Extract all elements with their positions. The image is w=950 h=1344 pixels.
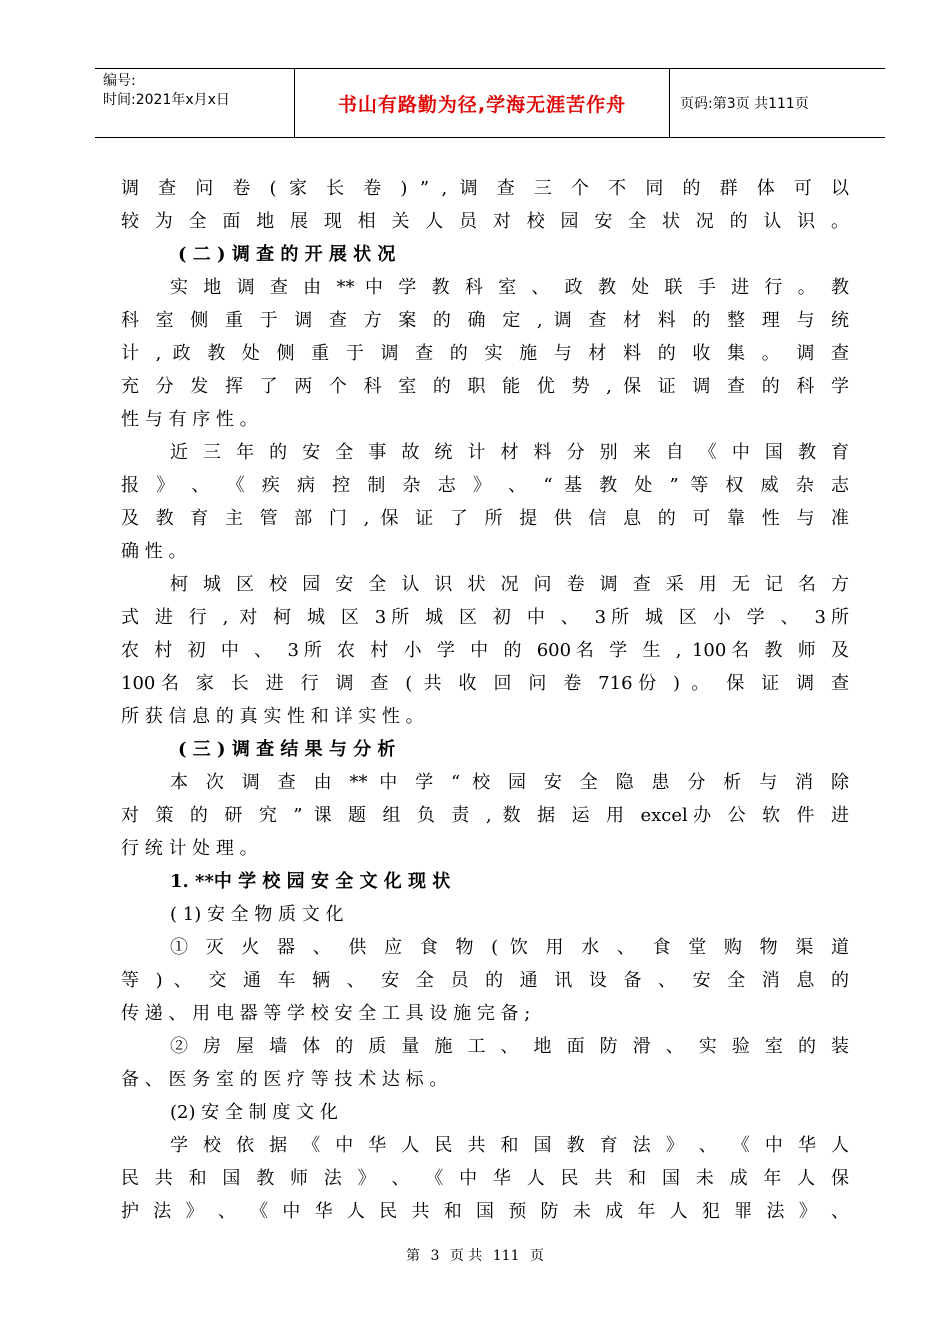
body-line: 及 教 育 主 管 部 门 , 保 证 了 所 提 供 信 息 的 可 靠 性 与 准 bbox=[121, 508, 849, 529]
body-line: 报 》 、 《 疾 病 控 制 杂 志 》 、 “ 基 教 处 ” 等 权 威 杂 志 bbox=[121, 475, 849, 496]
body-line: 备 、 医 务 室 的 医 疗 等 技 术 达 标 。 bbox=[121, 1069, 448, 1090]
body-line: 行 统 计 处 理 。 bbox=[121, 838, 258, 859]
body-line: 充 分 发 挥 了 两 个 科 室 的 职 能 优 势 , 保 证 调 查 的 科 学 bbox=[121, 376, 849, 397]
footer-total-pages: 111 bbox=[492, 1248, 520, 1264]
footer-page-number: 3 bbox=[430, 1248, 440, 1264]
body-line: 式 进 行 , 对 柯 城 区 3所 城 区 初 中 、 3所 城 区 小 学 、 3所 bbox=[121, 607, 849, 628]
body-line: 计 , 政 教 处 侧 重 于 调 查 的 实 施 与 材 料 的 收 集 。 调 查 bbox=[121, 343, 849, 364]
page-footer bbox=[0, 1245, 950, 1265]
body-line: 民 共 和 国 教 师 法 》 、 《 中 华 人 民 共 和 国 未 成 年 人 保 bbox=[121, 1168, 849, 1189]
body-line: 本 次 调 查 由 ** 中 学 “ 校 园 安 全 隐 患 分 析 与 消 除 bbox=[170, 772, 849, 793]
body-line: 近 三 年 的 安 全 事 故 统 计 材 料 分 别 来 自 《 中 国 教 育 bbox=[170, 442, 849, 463]
header-meta bbox=[95, 69, 295, 137]
subsection-heading: (2) 安 全 制 度 文 化 bbox=[170, 1102, 338, 1123]
body-line: ② 房 屋 墙 体 的 质 量 施 工 、 地 面 防 滑 、 实 验 室 的 装 bbox=[170, 1036, 849, 1057]
header-page-info: 页码:第3页 共111页 bbox=[680, 96, 809, 112]
body-line: 确 性 。 bbox=[121, 541, 187, 562]
body-line: 科 室 侧 重 于 调 查 方 案 的 确 定 , 调 查 材 料 的 整 理 与 统 bbox=[121, 310, 849, 331]
body-line: 对 策 的 研 究 ” 课 题 组 负 责 , 数 据 运 用 excel办 公 软 件 进 bbox=[121, 805, 849, 826]
subsection-heading: ( 1) 安 全 物 质 文 化 bbox=[170, 904, 344, 925]
document-body bbox=[121, 172, 849, 1228]
time-label: 时间:2021年x月x日 bbox=[103, 92, 230, 108]
footer-suffix: 页 bbox=[529, 1248, 544, 1264]
body-line: 100名 家 长 进 行 调 查 ( 共 收 回 问 卷 716份 ) 。 保 证 调 查 bbox=[121, 673, 849, 694]
body-line: 所 获 信 息 的 真 实 性 和 详 实 性 。 bbox=[121, 706, 424, 727]
body-line: 护 法 》 、 《 中 华 人 民 共 和 国 预 防 未 成 年 人 犯 罪 法 》 、 bbox=[121, 1201, 849, 1222]
header-motto: 书山有路勤为径,学海无涯苦作舟 bbox=[295, 69, 670, 137]
body-line: 柯 城 区 校 园 安 全 认 识 状 况 问 卷 调 查 采 用 无 记 名 方 bbox=[170, 574, 849, 595]
body-line: 学 校 依 据 《 中 华 人 民 共 和 国 教 育 法 》 、 《 中 华 人 bbox=[170, 1135, 849, 1156]
body-line: 较 为 全 面 地 展 现 相 关 人 员 对 校 园 安 全 状 况 的 认 识 。 bbox=[121, 211, 849, 232]
section-heading: ( 三 ) 调 查 结 果 与 分 析 bbox=[178, 739, 396, 760]
body-line: 性 与 有 序 性 。 bbox=[121, 409, 258, 430]
body-line: 传 递 、 用 电 器 等 学 校 安 全 工 具 设 施 完 备 ; bbox=[121, 1003, 531, 1024]
page-header bbox=[95, 68, 885, 138]
footer-prefix: 第 bbox=[406, 1248, 421, 1264]
number-label: 编号: bbox=[103, 73, 136, 89]
body-line: 调 查 问 卷 ( 家 长 卷 ) ” , 调 查 三 个 不 同 的 群 体 可 以 bbox=[121, 178, 849, 199]
section-heading: ( 二 ) 调 查 的 开 展 状 况 bbox=[178, 244, 396, 265]
body-line: ① 灭 火 器 、 供 应 食 物 ( 饮 用 水 、 食 堂 购 物 渠 道 bbox=[170, 937, 849, 958]
body-line: 实 地 调 查 由 ** 中 学 教 科 室 、 政 教 处 联 手 进 行 。 教 bbox=[170, 277, 849, 298]
body-line: 等 ) 、 交 通 车 辆 、 安 全 员 的 通 讯 设 备 、 安 全 消 息 的 bbox=[121, 970, 849, 991]
footer-mid: 页 共 bbox=[449, 1248, 483, 1264]
body-line: 农 村 初 中 、 3所 农 村 小 学 中 的 600名 学 生 , 100名 教 师 及 bbox=[121, 640, 849, 661]
subsection-heading: 1. **中 学 校 园 安 全 文 化 现 状 bbox=[170, 871, 451, 892]
